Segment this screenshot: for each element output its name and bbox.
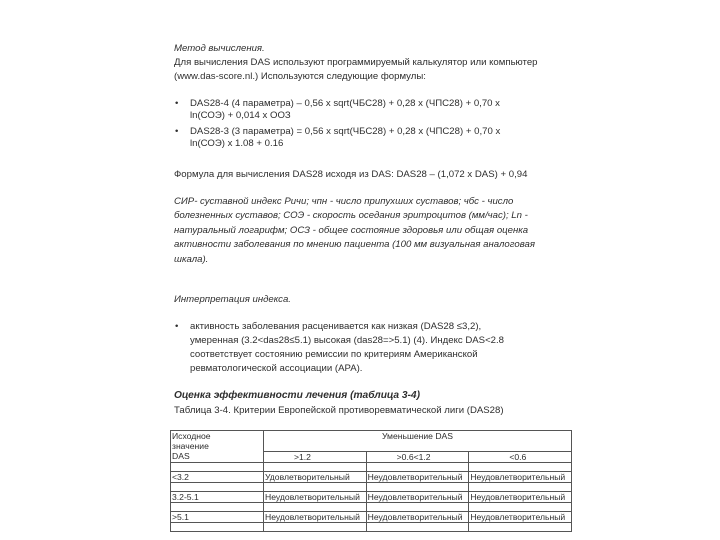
formula-line: DAS28-3 (3 параметра) = 0,56 x sqrt(ЧБС28) + 0,28 x (ЧПС28) + 0,70 x xyxy=(190,126,501,137)
table-caption: Таблица 3-4. Критерии Европейской противоревматической лиги (DAS28) xyxy=(174,405,504,416)
header-initial-line: значение xyxy=(172,441,209,451)
table-row xyxy=(171,511,572,522)
column-header: >0.6<1.2 xyxy=(366,451,469,462)
table-spacer-row xyxy=(171,462,572,471)
legend-line-4: активности заболевания по мнению пациента (100 мм визуальная аналоговая xyxy=(174,239,535,250)
range-cell: 3.2-5.1 xyxy=(171,491,264,502)
table-subheader-row xyxy=(171,451,572,462)
bullet-icon: • xyxy=(175,126,179,137)
header-reduction-cell: Уменьшение DAS xyxy=(264,431,572,452)
table-spacer-row xyxy=(171,522,572,531)
interpretation-line-row xyxy=(190,349,504,361)
column-header: <0.6 xyxy=(469,451,572,462)
legend-line-3: натуральный логарифм; ОСЗ - общее состояние здоровья или общая оценка xyxy=(174,225,529,236)
table-cell: Неудовлетворительный xyxy=(366,511,469,522)
interpretation-line-row xyxy=(190,335,504,347)
table-cell: Удовлетворительный xyxy=(264,471,367,482)
table-spacer-row xyxy=(171,502,572,511)
range-cell: <3.2 xyxy=(171,471,264,482)
header-initial-line: Исходное xyxy=(172,431,211,441)
interpretation-line-row xyxy=(190,363,504,375)
header-initial-cell xyxy=(171,431,264,452)
formula-item-das28-4 xyxy=(175,98,500,122)
interpretation-list xyxy=(175,321,505,375)
table-cell: Неудовлетворительный xyxy=(264,511,367,522)
interpretation-line: соответствует состоянию ремиссии по критериям Американской xyxy=(190,349,478,360)
interpretation-line: активность заболевания расценивается как низкая (DAS28 ≤3,2), xyxy=(190,321,482,332)
table-header-row xyxy=(171,431,572,452)
bullet-icon: • xyxy=(175,98,179,109)
formula-line: ln(СОЭ) x 1.08 + 0.16 xyxy=(190,138,284,149)
evaluation-heading: Оценка эффективности лечения (таблица 3-4) xyxy=(174,390,420,401)
table-cell: Неудовлетворительный xyxy=(366,491,469,502)
range-cell: >5.1 xyxy=(171,511,264,522)
legend-line-5: шкала). xyxy=(174,254,209,265)
interpretation-item xyxy=(175,321,504,333)
table-row xyxy=(171,491,572,502)
interpretation-line: ревматологической ассоциации (APA). xyxy=(190,363,363,374)
legend-line-1: СИР- суставной индекс Ричи; чпн - число припухших суставов; чбс - число xyxy=(174,196,514,207)
table-cell: Неудовлетворительный xyxy=(469,511,572,522)
das-conversion-formula: Формула для вычисления DAS28 исходя из DAS: DAS28 – (1,072 x DAS) + 0,94 xyxy=(174,169,528,180)
interpretation-line: умеренная (3.2<das28≤5.1) высокая (das28=>5.1) (4). Индекс DAS<2.8 xyxy=(190,335,505,346)
bullet-icon: • xyxy=(175,321,179,332)
table-spacer-row xyxy=(171,482,572,491)
formula-line: ln(СОЭ) + 0,014 x ООЗ xyxy=(190,110,291,121)
formula-line: DAS28-4 (4 параметра) – 0,56 x sqrt(ЧБС28) + 0,28 x (ЧПС28) + 0,70 x xyxy=(190,98,500,109)
method-intro-line-2: (www.das-score.nl.) Используются следующие формулы: xyxy=(174,71,426,82)
header-das-cell: DAS xyxy=(171,451,264,462)
formula-item-das28-3 xyxy=(175,126,501,150)
das28-criteria-table xyxy=(170,430,572,532)
table-cell: Неудовлетворительный xyxy=(469,471,572,482)
table-cell: Неудовлетворительный xyxy=(264,491,367,502)
table-cell: Неудовлетворительный xyxy=(469,491,572,502)
method-title: Метод вычисления. xyxy=(174,43,265,54)
method-intro-line-1: Для вычисления DAS используют программируемый калькулятор или компьютер xyxy=(174,57,538,68)
formula-list xyxy=(175,98,501,150)
table-cell: Неудовлетворительный xyxy=(366,471,469,482)
legend-line-2: болезненных суставов; СОЭ - скорость оседания эритроцитов (мм/час); Ln - xyxy=(174,210,528,221)
table-row xyxy=(171,471,572,482)
column-header: >1.2 xyxy=(264,451,367,462)
interpretation-title: Интерпретация индекса. xyxy=(174,294,291,305)
